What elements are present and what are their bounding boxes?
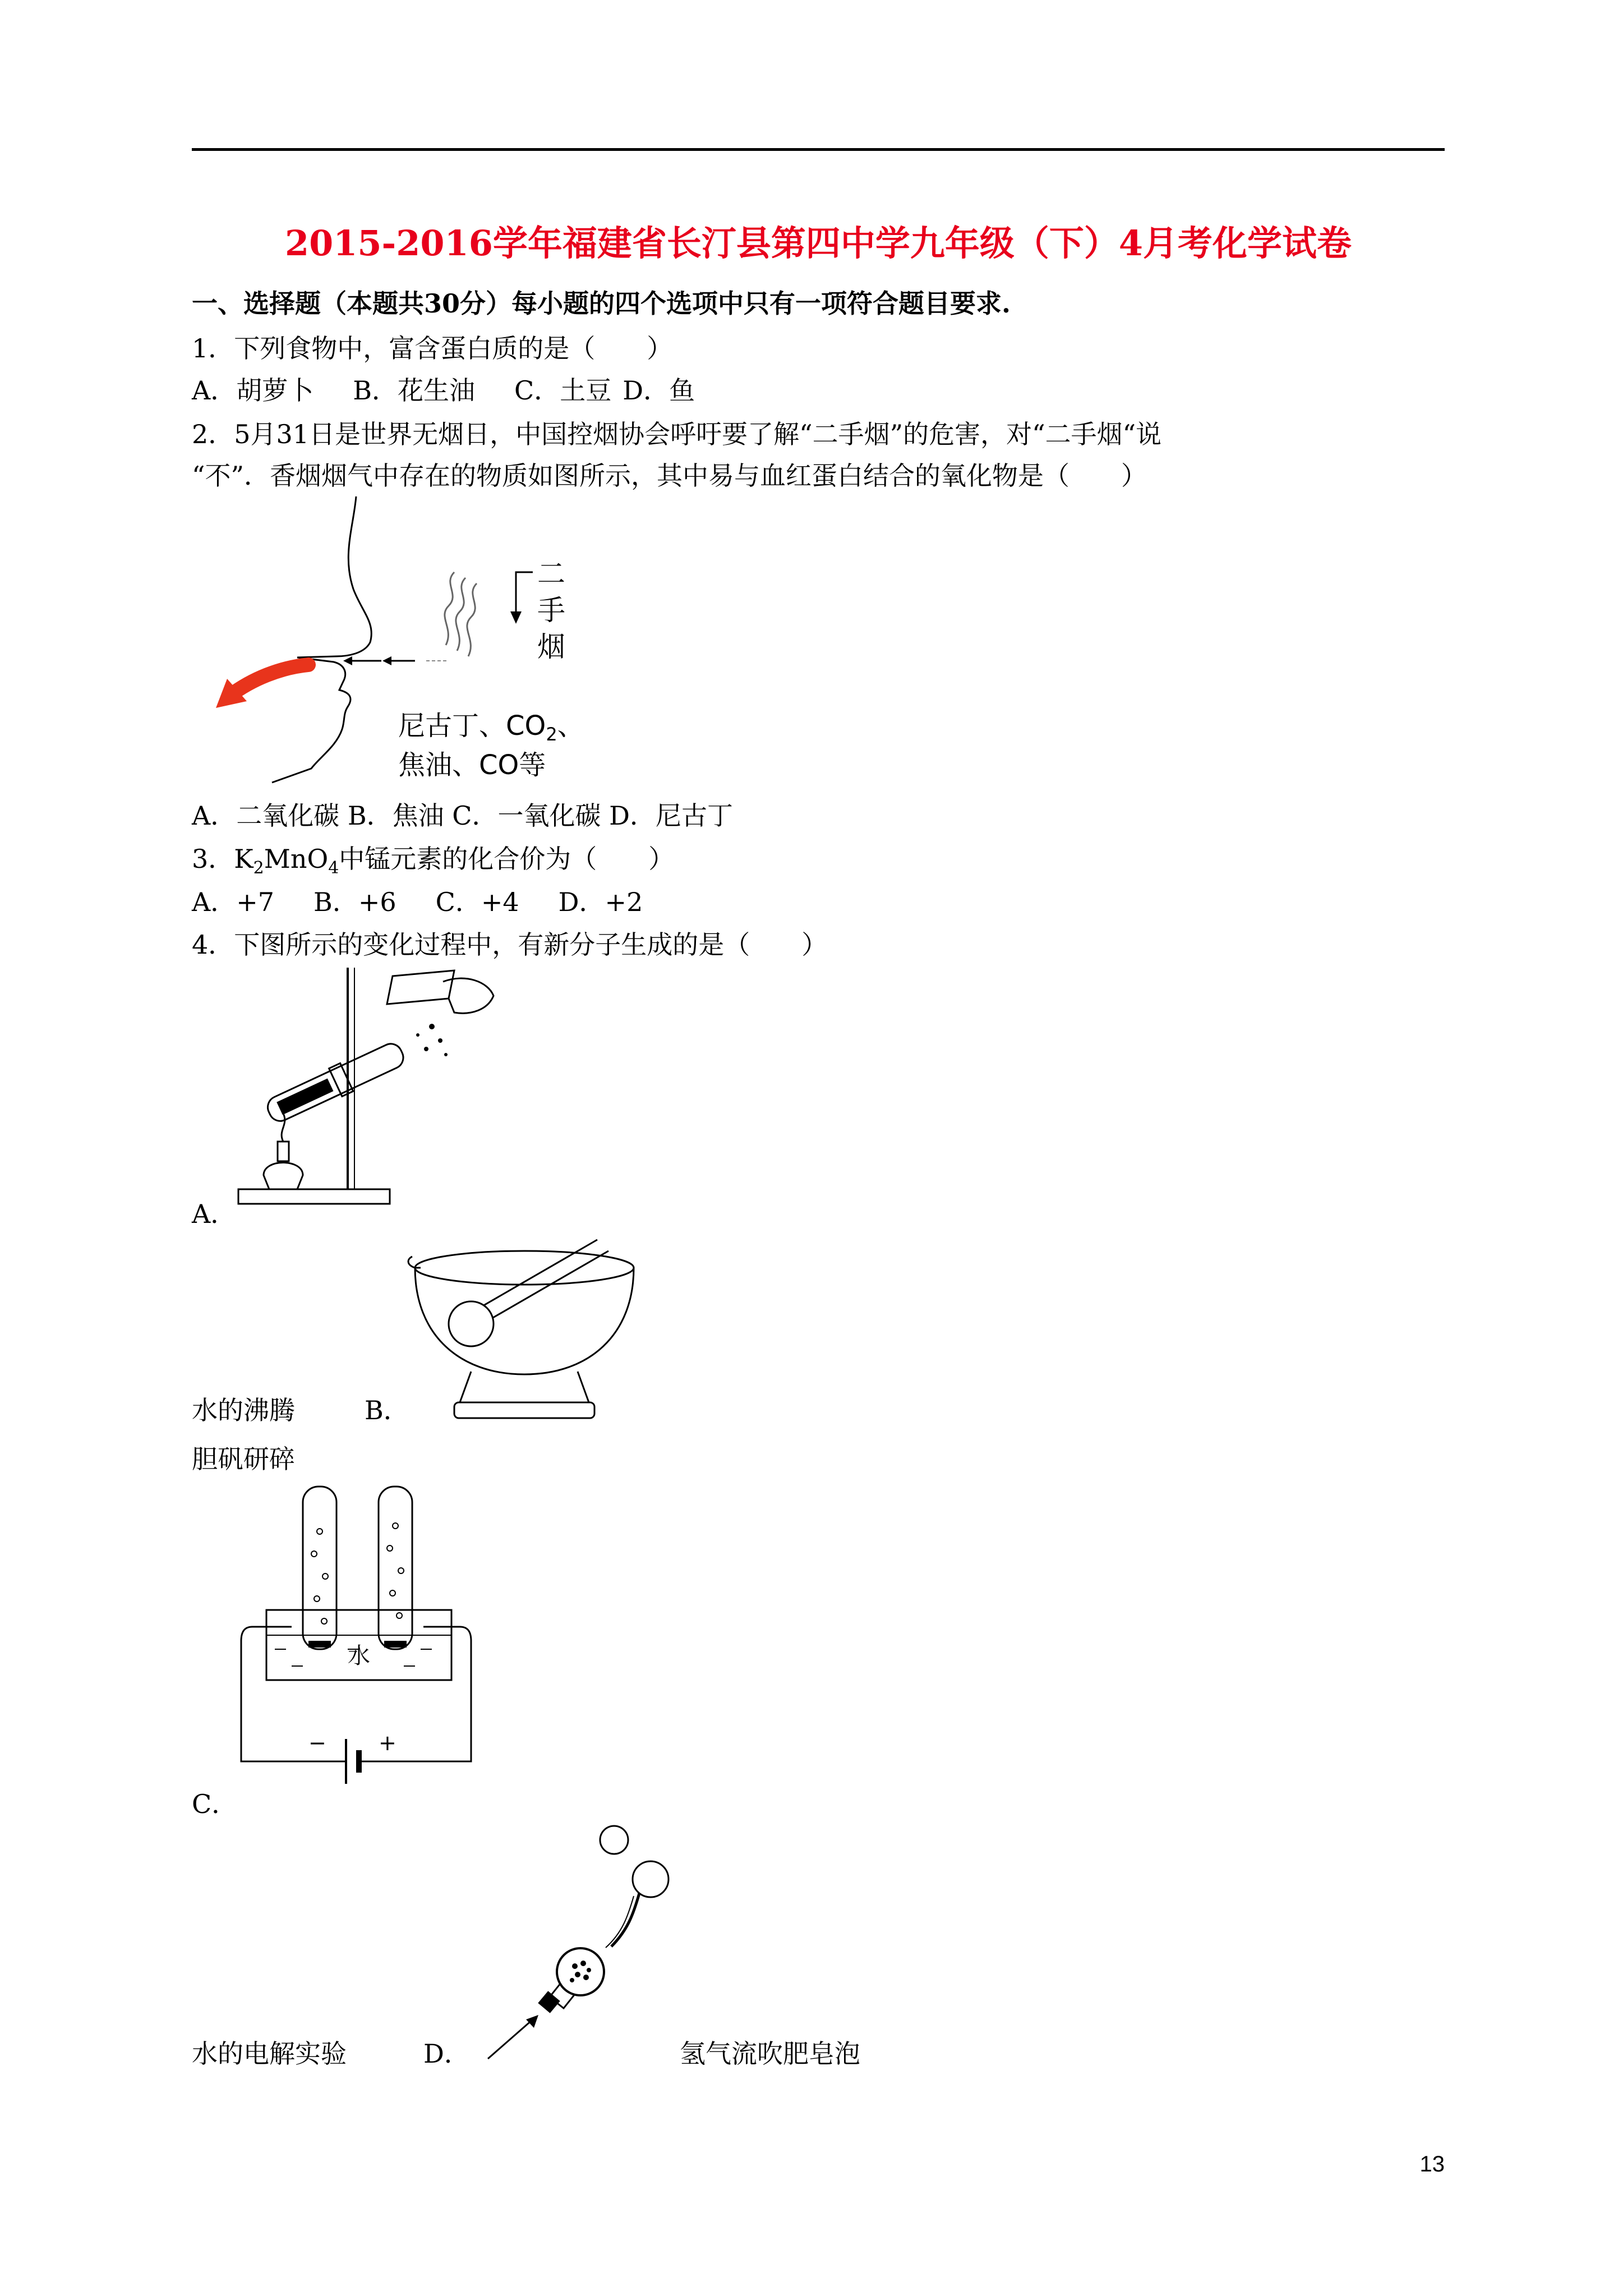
q1-option-a: A．胡萝卜 xyxy=(192,375,314,406)
q2-stem-line2: “不”．香烟烟气中存在的物质如图所示，其中易与血红蛋白结合的氧化物是（ ） xyxy=(192,461,1147,491)
battery-minus-label: − xyxy=(308,1731,326,1755)
q4-label-a: A． xyxy=(192,1199,237,1229)
q2-options: A．二氧化碳 B．焦油 C．一氧化碳 D．尼古丁 xyxy=(192,800,733,831)
q3-option-c: C．+4 xyxy=(435,887,519,917)
smoke-wave-1 xyxy=(445,572,454,645)
smoke-label-char-3: 烟 xyxy=(537,631,565,663)
q4-caption-c: 水的电解实验 xyxy=(192,2039,347,2069)
smoke-label-pointer xyxy=(516,572,533,614)
smoke-label-char-2: 手 xyxy=(537,594,565,627)
q3-option-d: D．+2 xyxy=(558,887,643,917)
mortar-pestle-figure xyxy=(404,1234,645,1425)
boiling-water-figure xyxy=(224,965,516,1212)
smoke-label-char-1: 二 xyxy=(537,558,565,590)
q4-caption-b: 胆矾研碎 xyxy=(192,1444,295,1474)
q4-label-c: C． xyxy=(192,1789,238,1819)
q1-option-d: D．鱼 xyxy=(623,375,695,406)
water-label: 水 xyxy=(348,1643,370,1669)
q3-options xyxy=(192,882,682,919)
q1-stem: 1．下列食物中，富含蛋白质的是（ ） xyxy=(192,333,673,364)
q4-caption-d: 氢气流吹肥皂泡 xyxy=(680,2039,860,2069)
smoke-wave-3 xyxy=(467,583,477,656)
q2-stem-line1: 2．5月31日是世界无烟日，中国控烟协会呼吁要了解“二手烟”的危害，对“二手烟“说 xyxy=(192,419,1162,449)
q1-option-b: B．花生油 xyxy=(353,375,476,406)
q4-label-d: D． xyxy=(423,2039,470,2069)
q3-option-b: B．+6 xyxy=(313,887,396,917)
q1-option-c: C．土豆 xyxy=(514,375,612,406)
smoke-substances-line1: 尼古丁、$CO_2$、 xyxy=(398,710,584,745)
q1-options xyxy=(192,370,734,407)
page-number: 13 xyxy=(1419,2152,1445,2177)
q3-stem: 3．$K_2MnO_4$中锰元素的化合价为（ ） xyxy=(192,844,675,878)
q4-caption-a: 水的沸腾 xyxy=(192,1395,295,1425)
hydrogen-bubbles-figure xyxy=(465,1823,690,2064)
smoke-substances-line2: 焦油、CO等 xyxy=(398,749,546,781)
page-title: 2015-2016学年福建省长汀县第四中学九年级（下）4月考化学试卷 xyxy=(285,223,1352,264)
smoke-wave-2 xyxy=(456,578,465,651)
secondhand-smoke-figure xyxy=(213,494,606,785)
water-electrolysis-figure xyxy=(236,1481,499,1795)
q4-label-b: B． xyxy=(365,1395,409,1425)
q3-option-a: A．+7 xyxy=(192,887,275,917)
header-rule xyxy=(192,148,1445,151)
face-profile-outline xyxy=(272,496,371,783)
section-heading: 一、选择题（本题共30分）每小题的四个选项中只有一项符合题目要求. xyxy=(192,288,1011,319)
battery-plus-label: + xyxy=(379,1731,396,1755)
q4-stem: 4．下图所示的变化过程中，有新分子生成的是（ ） xyxy=(192,930,828,960)
exhale-arrow xyxy=(230,665,308,696)
